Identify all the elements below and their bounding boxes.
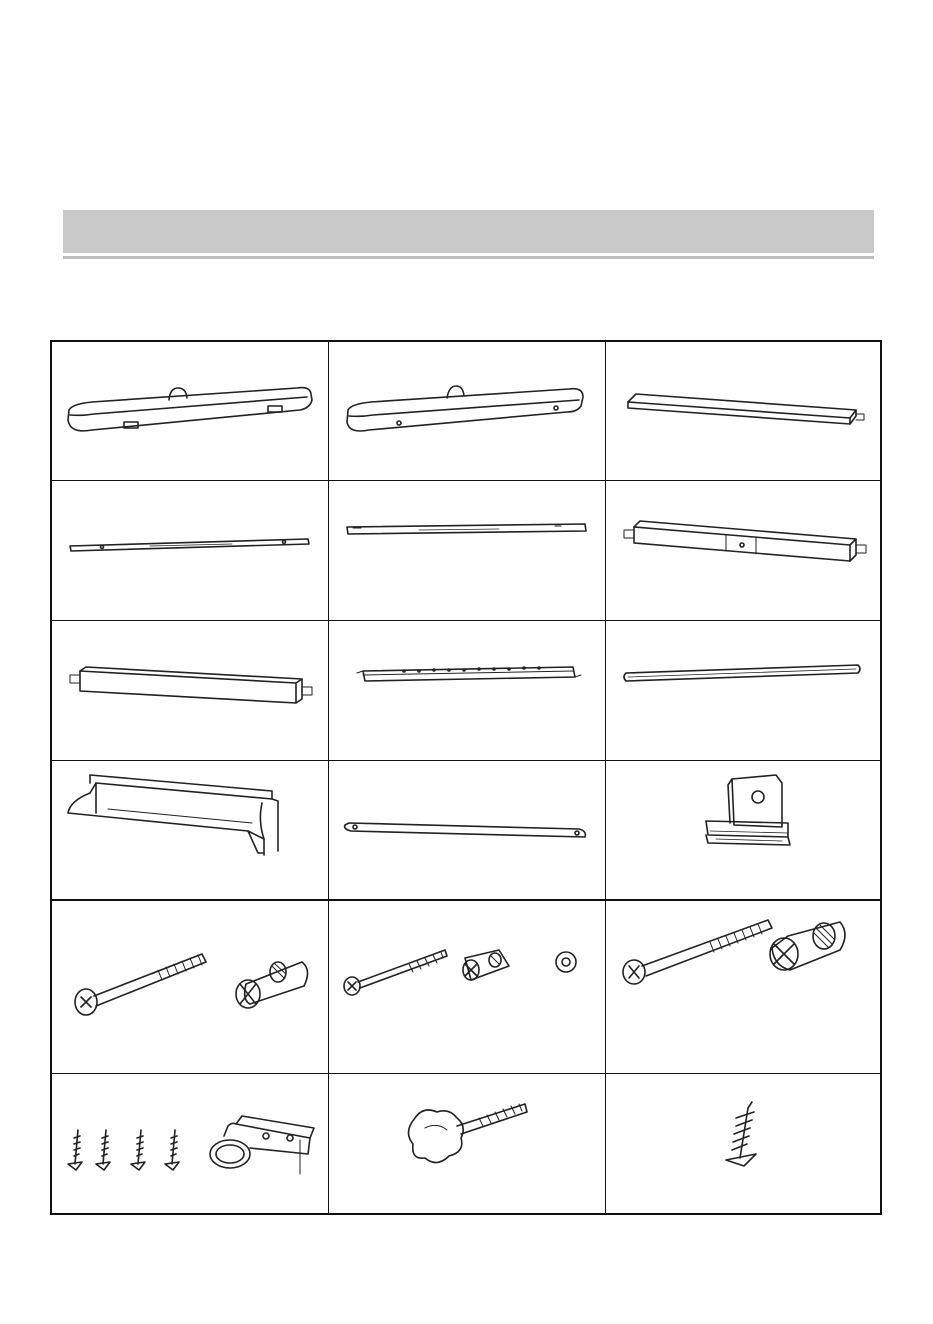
square-tube-with-joint-icon — [606, 481, 882, 620]
flat-strap-icon — [329, 761, 605, 899]
parts-grid — [50, 340, 882, 1215]
part-cell — [606, 342, 882, 480]
part-cell — [329, 1074, 605, 1215]
square-tube-icon — [52, 621, 328, 760]
part-cell — [329, 761, 605, 899]
section-header-bar — [63, 210, 874, 253]
part-cell — [52, 621, 328, 760]
part-cell — [52, 900, 328, 1073]
part-cell — [52, 761, 328, 899]
part-cell — [606, 1074, 882, 1215]
curved-rail-with-slots-icon — [52, 342, 328, 480]
header-rule — [63, 256, 874, 259]
thin-rod-with-holes-icon — [52, 481, 328, 620]
curved-rail-with-holes-icon — [329, 342, 605, 480]
perforated-bar-icon — [329, 621, 605, 760]
flat-board-icon — [606, 342, 882, 480]
thin-rod-slotted-icon — [329, 481, 605, 620]
round-rod-icon — [606, 621, 882, 760]
part-cell — [52, 342, 328, 480]
mounting-bracket-icon — [606, 761, 882, 899]
four-screws-and-ring-bracket-icon — [52, 1074, 328, 1215]
part-cell — [329, 900, 605, 1073]
part-cell — [52, 1074, 328, 1215]
part-cell — [329, 621, 605, 760]
part-cell — [329, 342, 605, 480]
bolt-barrel-nut-and-washer-icon — [329, 900, 605, 1073]
part-cell — [606, 481, 882, 620]
long-bolt-and-barrel-nut-icon — [52, 900, 328, 1073]
part-cell — [606, 761, 882, 899]
part-cell — [329, 481, 605, 620]
bolt-and-large-barrel-nut-icon — [606, 900, 882, 1073]
wood-screw-icon — [606, 1074, 882, 1215]
channel-profile-icon — [52, 761, 328, 899]
part-cell — [606, 900, 882, 1073]
knob-screw-icon — [329, 1074, 605, 1215]
part-cell — [606, 621, 882, 760]
part-cell — [52, 481, 328, 620]
